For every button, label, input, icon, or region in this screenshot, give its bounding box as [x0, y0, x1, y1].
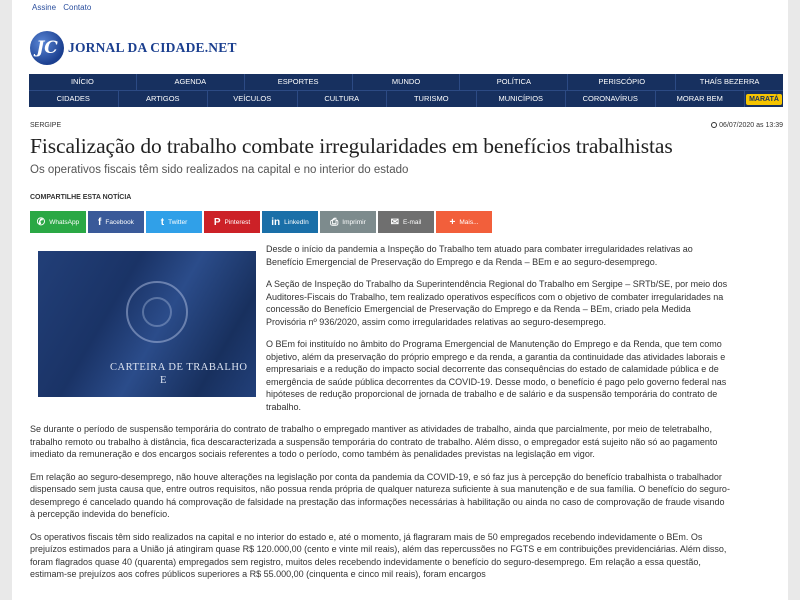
share-button-label: Facebook — [105, 218, 134, 226]
marata-badge[interactable] — [745, 91, 783, 107]
nav-item-municipios[interactable]: MUNICÍPIOS — [477, 91, 567, 107]
article-paragraph: Em relação ao seguro-desemprego, não houve alterações na legislação por conta da pandemia da COVID-19, e só faz jus à percepção do benefício trabalhista o trabalhador dispensado sem justa causa que, entre outros requisitos, não possua renda própria de qualquer natureza suficiente à sua manutenção e de sua família. O benefício do seguro-desemprego é cancelado quando há comprovação de falsidade na prestação das informações necessárias à habilitação ou ainda no caso de comprovação de fraude visando à percepção indevida do benefício. — [30, 471, 730, 519]
share-button-whatsapp[interactable] — [30, 211, 86, 233]
share-button-label: Imprimir — [342, 218, 366, 226]
publish-datetime: 06/07/2020 as 13:39 — [719, 122, 783, 129]
article-paragraph: Se durante o período de suspensão temporária do contrato de trabalho o empregado mantiver as atividades de trabalho, ainda que parcialmente, por meio de teletrabalho, trabalho remoto ou trabalho à distância, fica descaracterizada a suspensão temporária do contrato de trabalho. Além disso, o empregador está sujeito não só ao pagamento imediato da remuneração e dos encargos sociais referentes a todo o período, como também às penalidades previstas na legislação em vigor. — [30, 424, 718, 459]
nav-item-turismo[interactable]: TURISMO — [387, 91, 477, 107]
facebook-icon: f — [98, 216, 102, 228]
nav-item-artigos[interactable]: ARTIGOS — [119, 91, 209, 107]
nav-item-periscopio[interactable]: PERISCÓPIO — [568, 74, 676, 90]
share-button-label: LinkedIn — [284, 218, 309, 226]
twitter-icon: t — [160, 216, 165, 228]
top-links — [12, 0, 788, 14]
article-meta — [30, 122, 783, 129]
nav-item-agenda[interactable]: AGENDA — [137, 74, 245, 90]
contact-link[interactable]: Contato — [63, 3, 92, 12]
nav-item-cidades[interactable]: CIDADES — [29, 91, 119, 107]
image-text-line-2: E — [160, 375, 167, 386]
nav-item-coronavirus[interactable]: CORONAVÍRUS — [566, 91, 656, 107]
article-body — [30, 243, 730, 591]
clock-icon — [711, 122, 717, 128]
nav-item-morar-bem[interactable]: MORAR BEM — [656, 91, 746, 107]
page-subtitle: Os operativos fiscais têm sido realizados na capital e no interior do estado — [30, 164, 409, 176]
share-button-facebook[interactable] — [88, 211, 144, 233]
linkedin-icon: in — [271, 216, 281, 228]
subscribe-link[interactable]: Assine — [32, 3, 57, 12]
nav-item-esportes[interactable]: ESPORTES — [245, 74, 353, 90]
share-button-label: Pinterest — [224, 218, 251, 226]
article-image — [38, 251, 256, 397]
plus-icon: + — [449, 216, 456, 228]
share-button-email[interactable] — [378, 211, 434, 233]
page-title: Fiscalização do trabalho combate irregularidades em benefícios trabalhistas — [30, 134, 673, 158]
main-nav — [29, 74, 783, 107]
image-text-line-1: CARTEIRA DE TRABALHO — [110, 362, 248, 373]
share-button-mais[interactable] — [436, 211, 492, 233]
whatsapp-icon: ✆ — [36, 216, 46, 228]
share-button-linkedin[interactable] — [262, 211, 318, 233]
share-button-label: Mais... — [459, 218, 479, 226]
logo-text: JORNAL DA CIDADE.NET — [68, 40, 237, 55]
email-icon: ✉ — [390, 216, 399, 228]
share-button-twitter[interactable] — [146, 211, 202, 233]
share-bar — [30, 211, 494, 233]
article-paragraph: Desde o início da pandemia a Inspeção do Trabalho tem atuado para combater irregularidades relativas ao Benefício Emergencial de Preservação do Emprego e da Renda – BEm e ao seguro-desemprego. — [266, 244, 693, 267]
section-label[interactable]: SERGIPE — [30, 122, 62, 129]
print-icon: ⎙ — [330, 216, 339, 228]
article-paragraph: O BEm foi instituído no âmbito do Programa Emergencial de Manutenção do Emprego e da Renda, que tem como objetivo, além da preservação do próprio emprego e da renda, a garantia da continuidade das atividades laborais e empresariais e a redução do impacto social decorrente das consequências do estado de calamidade pública e de emergência de saúde pública decorrentes da COVID-19. Desse modo, o benefício é pago pelo governo federal nas hipóteses de redução proporcional de jornada de trabalho e de salário e da suspensão temporária do contrato de trabalho. — [266, 339, 727, 412]
share-button-label: E-mail — [402, 218, 422, 226]
marata-label: MARATÁ — [746, 94, 782, 105]
share-label: COMPARTILHE ESTA NOTÍCIA — [30, 194, 132, 201]
image-caption-text — [110, 361, 248, 387]
page — [12, 0, 788, 600]
site-logo[interactable] — [30, 30, 237, 66]
share-button-imprimir[interactable] — [320, 211, 376, 233]
share-button-pinterest[interactable] — [204, 211, 260, 233]
nav-item-inicio[interactable]: INÍCIO — [29, 74, 137, 90]
nav-item-cultura[interactable]: CULTURA — [298, 91, 388, 107]
nav-item-mundo[interactable]: MUNDO — [353, 74, 461, 90]
nav-row-1 — [29, 74, 783, 91]
share-button-label: Twitter — [168, 218, 188, 226]
article-paragraph: Os operativos fiscais têm sido realizados na capital e no interior do estado e, até o momento, já flagraram mais de 50 empregados recebendo indevidamente o BEm. Os prejuízos estimados para a União já atingiram quase R$ 120.000,00 (cento e vinte mil reais), além das repercussões no FGTS e em contribuições previdenciárias. Além disso, foram flagrados quase 40 (quarenta) empregados sem registro, muitos deles recebendo indevidamente o benefício do seguro-desemprego. Em relação a essa questão, estimam-se prejuízos aos cofres públicos superiores a R$ 55.000,00 (cinquenta e cinco mil reais), foram encargos — [30, 531, 727, 579]
nav-item-thais-bezerra[interactable]: THAÍS BEZERRA — [699, 77, 760, 86]
article-paragraph: A Seção de Inspeção do Trabalho da Superintendência Regional do Trabalho em Sergipe – SRTb/SE, por meio dos Auditores-Fiscais do Trabalho, tem realizado operativos específicos com o objetivo de combater irregularidades na concessão do Benefício Emergencial de Preservação do Emprego e da Renda – BEm, criado pela Medida Provisória nº 936/2020, assim como irregularidades relativas ao seguro-desemprego. — [266, 279, 728, 327]
publish-date — [711, 122, 783, 129]
share-button-label: WhatsApp — [49, 218, 80, 226]
pinterest-icon: P — [213, 216, 221, 228]
nav-row-2 — [29, 91, 783, 107]
logo-mark: JC — [30, 31, 64, 65]
brasao-seal-graphic — [126, 281, 188, 343]
nav-item-politica[interactable]: POLÍTICA — [460, 74, 568, 90]
nav-item-veiculos[interactable]: VEÍCULOS — [208, 91, 298, 107]
